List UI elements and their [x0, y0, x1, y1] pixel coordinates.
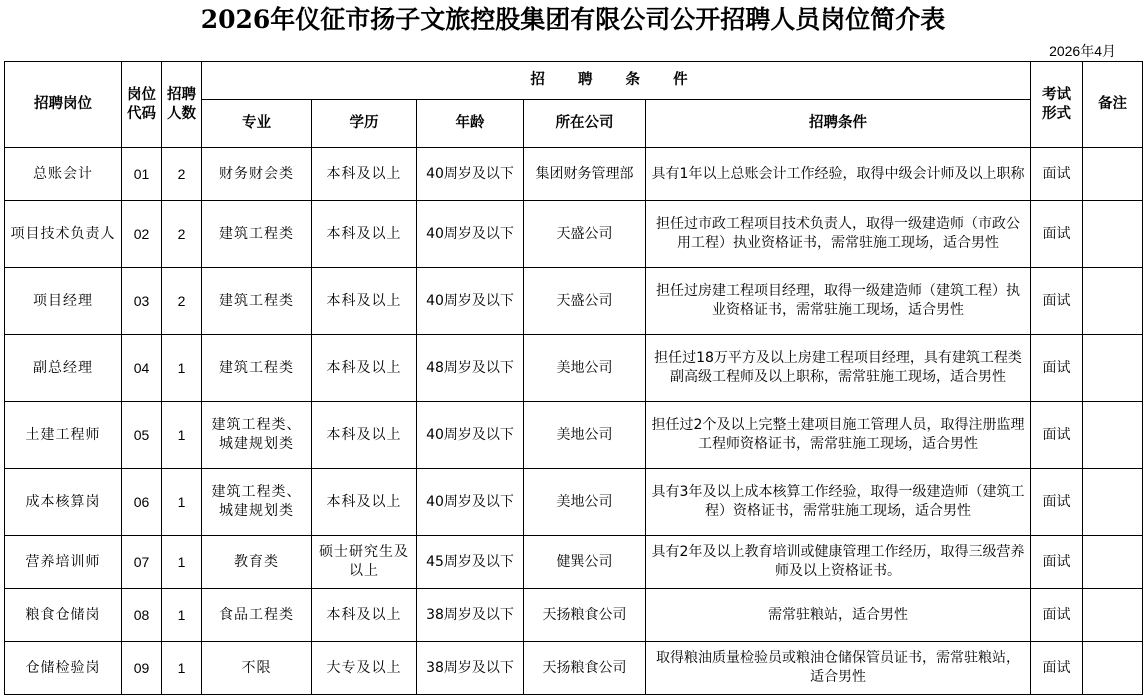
cell-count: 2 [162, 201, 202, 268]
cell-exam: 面试 [1031, 201, 1083, 268]
cell-age: 38周岁及以下 [417, 589, 524, 642]
cell-remark [1083, 335, 1143, 402]
cell-company: 天扬粮食公司 [524, 589, 646, 642]
header-education: 学历 [312, 100, 417, 148]
cell-education: 本科及以上 [312, 201, 417, 268]
table-row [5, 402, 1143, 469]
cell-age: 48周岁及以下 [417, 335, 524, 402]
cell-position: 副总经理 [5, 335, 122, 402]
cell-education: 本科及以上 [312, 402, 417, 469]
cell-position: 土建工程师 [5, 402, 122, 469]
cell-code: 06 [122, 469, 162, 536]
page-title: 2026年仪征市扬子文旅控股集团有限公司公开招聘人员岗位简介表 [200, 5, 946, 34]
cell-major: 建筑工程类、城建规划类 [202, 469, 312, 536]
cell-education: 大专及以上 [312, 642, 417, 695]
cell-education: 本科及以上 [312, 469, 417, 536]
cell-code: 07 [122, 536, 162, 589]
table-row [5, 469, 1143, 536]
cell-major: 财务财会类 [202, 148, 312, 201]
header-age: 年龄 [417, 100, 524, 148]
cell-major: 建筑工程类 [202, 201, 312, 268]
cell-requirements: 需常驻粮站，适合男性 [646, 589, 1031, 642]
cell-count: 1 [162, 536, 202, 589]
cell-count: 1 [162, 469, 202, 536]
cell-position: 仓储检验岗 [5, 642, 122, 695]
cell-code: 05 [122, 402, 162, 469]
cell-remark [1083, 268, 1143, 335]
cell-major: 不限 [202, 642, 312, 695]
cell-exam: 面试 [1031, 536, 1083, 589]
cell-position: 总账会计 [5, 148, 122, 201]
table-row [5, 589, 1143, 642]
cell-requirements: 取得粮油质量检验员或粮油仓储保管员证书，需常驻粮站，适合男性 [646, 642, 1031, 695]
header-remark: 备注 [1083, 62, 1143, 148]
cell-company: 天盛公司 [524, 268, 646, 335]
cell-requirements: 担任过18万平方及以上房建工程项目经理，具有建筑工程类副高级工程师及以上职称，需常驻施工现场，适合男性 [646, 335, 1031, 402]
cell-position: 项目技术负责人 [5, 201, 122, 268]
cell-remark [1083, 536, 1143, 589]
cell-code: 08 [122, 589, 162, 642]
cell-position: 成本核算岗 [5, 469, 122, 536]
header-company: 所在公司 [524, 100, 646, 148]
table-row [5, 335, 1143, 402]
cell-requirements: 担任过市政工程项目技术负责人，取得一级建造师（市政公用工程）执业资格证书，需常驻施工现场，适合男性 [646, 201, 1031, 268]
cell-code: 02 [122, 201, 162, 268]
cell-remark [1083, 402, 1143, 469]
cell-code: 03 [122, 268, 162, 335]
table-row [5, 536, 1143, 589]
cell-major: 教育类 [202, 536, 312, 589]
cell-company: 天盛公司 [524, 201, 646, 268]
cell-requirements: 担任过房建工程项目经理，取得一级建造师（建筑工程）执业资格证书，需常驻施工现场，适合男性 [646, 268, 1031, 335]
table-row [5, 148, 1143, 201]
cell-age: 40周岁及以下 [417, 402, 524, 469]
cell-major: 建筑工程类 [202, 335, 312, 402]
header-code: 岗位代码 [122, 62, 162, 148]
cell-major: 建筑工程类、城建规划类 [202, 402, 312, 469]
cell-count: 1 [162, 335, 202, 402]
cell-major: 建筑工程类 [202, 268, 312, 335]
cell-remark [1083, 589, 1143, 642]
cell-company: 美地公司 [524, 402, 646, 469]
cell-exam: 面试 [1031, 148, 1083, 201]
cell-requirements: 具有1年以上总账会计工作经验，取得中级会计师及以上职称 [646, 148, 1031, 201]
cell-remark [1083, 469, 1143, 536]
cell-company: 集团财务管理部 [524, 148, 646, 201]
cell-position: 粮食仓储岗 [5, 589, 122, 642]
table-row [5, 268, 1143, 335]
table-row [5, 642, 1143, 695]
cell-exam: 面试 [1031, 589, 1083, 642]
cell-code: 01 [122, 148, 162, 201]
cell-position: 营养培训师 [5, 536, 122, 589]
cell-exam: 面试 [1031, 268, 1083, 335]
cell-company: 天扬粮食公司 [524, 642, 646, 695]
cell-company: 美地公司 [524, 469, 646, 536]
table-row [5, 201, 1143, 268]
cell-remark [1083, 148, 1143, 201]
cell-remark [1083, 642, 1143, 695]
cell-code: 04 [122, 335, 162, 402]
positions-table [4, 61, 1143, 695]
publish-date: 2026年4月 [1049, 43, 1116, 59]
cell-company: 美地公司 [524, 335, 646, 402]
header-count: 招聘人数 [162, 62, 202, 148]
cell-exam: 面试 [1031, 642, 1083, 695]
cell-requirements: 担任过2个及以上完整土建项目施工管理人员，取得注册监理工程师资格证书，需常驻施工现场，适合男性 [646, 402, 1031, 469]
cell-exam: 面试 [1031, 335, 1083, 402]
cell-age: 40周岁及以下 [417, 469, 524, 536]
cell-code: 09 [122, 642, 162, 695]
cell-count: 1 [162, 402, 202, 469]
header-conditions: 招 聘 条 件 [202, 62, 1031, 100]
header-position: 招聘岗位 [5, 62, 122, 148]
cell-age: 40周岁及以下 [417, 148, 524, 201]
cell-age: 38周岁及以下 [417, 642, 524, 695]
header-row-top [5, 62, 1143, 100]
cell-age: 45周岁及以下 [417, 536, 524, 589]
cell-remark [1083, 201, 1143, 268]
cell-company: 健巽公司 [524, 536, 646, 589]
cell-education: 本科及以上 [312, 148, 417, 201]
cell-age: 40周岁及以下 [417, 268, 524, 335]
cell-requirements: 具有2年及以上教育培训或健康管理工作经历，取得三级营养师及以上资格证书。 [646, 536, 1031, 589]
cell-count: 2 [162, 148, 202, 201]
cell-position: 项目经理 [5, 268, 122, 335]
cell-count: 1 [162, 589, 202, 642]
cell-exam: 面试 [1031, 402, 1083, 469]
cell-count: 1 [162, 642, 202, 695]
cell-education: 硕士研究生及以上 [312, 536, 417, 589]
cell-education: 本科及以上 [312, 589, 417, 642]
header-exam: 考试形式 [1031, 62, 1083, 148]
header-major: 专业 [202, 100, 312, 148]
cell-education: 本科及以上 [312, 335, 417, 402]
cell-requirements: 具有3年及以上成本核算工作经验，取得一级建造师（建筑工程）资格证书，需常驻施工现场，适合男性 [646, 469, 1031, 536]
cell-education: 本科及以上 [312, 268, 417, 335]
cell-exam: 面试 [1031, 469, 1083, 536]
cell-age: 40周岁及以下 [417, 201, 524, 268]
cell-major: 食品工程类 [202, 589, 312, 642]
header-requirements: 招聘条件 [646, 100, 1031, 148]
cell-count: 2 [162, 268, 202, 335]
